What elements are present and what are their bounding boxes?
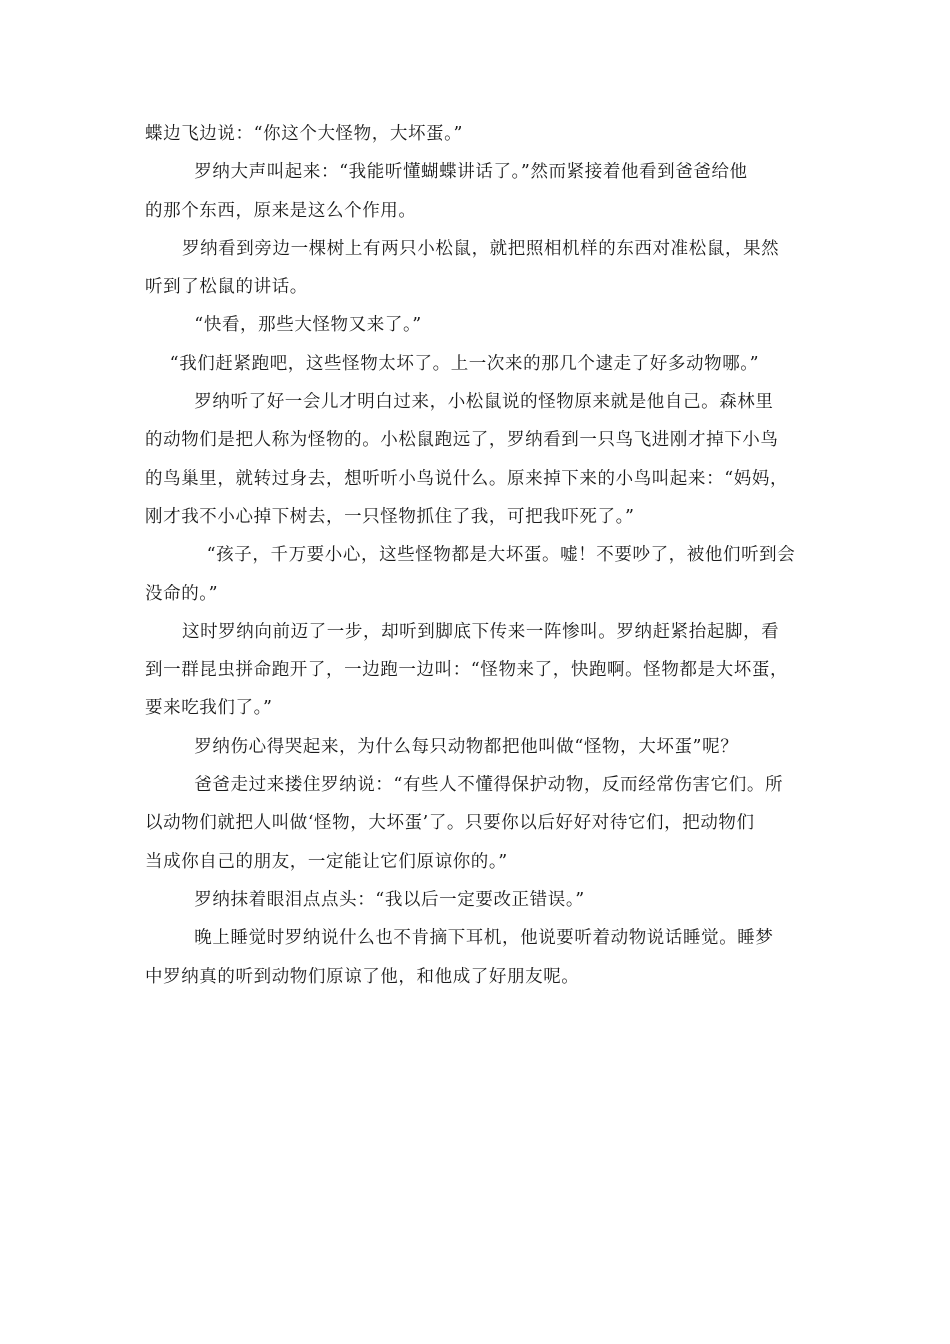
text-line: 刚才我不小心掉下树去，一只怪物抓住了我，可把我吓死了。” xyxy=(145,506,635,527)
text-line: 爸爸走过来搂住罗纳说：“有些人不懂得保护动物，反而经常伤害它们。所 xyxy=(145,775,784,796)
text-line: 晚上睡觉时罗纳说什么也不肯摘下耳机，他说要听着动物说话睡觉。睡梦 xyxy=(145,928,774,949)
text-line: 到一群昆虫拼命跑开了，一边跑一边叫：“怪物来了，快跑啊。怪物都是大坏蛋， xyxy=(145,660,789,681)
text-line: 的那个东西，原来是这么个作用。 xyxy=(145,200,417,221)
text-line: 以动物们就把人叫做‘怪物，大坏蛋’了。只要你以后好好对待它们，把动物们 xyxy=(145,813,755,834)
text-line: 要来吃我们了。” xyxy=(145,698,273,719)
text-line: 这时罗纳向前迈了一步，却听到脚底下传来一阵惨叫。罗纳赶紧抬起脚，看 xyxy=(145,621,780,642)
text-line: 当成你自己的朋友，一定能让它们原谅你的。” xyxy=(145,851,508,872)
story-text xyxy=(145,115,810,996)
text-line: “孩子，千万要小心，这些怪物都是大坏蛋。嘘！不要吵了，被他们听到会 xyxy=(145,545,796,566)
text-line: 听到了松鼠的讲话。 xyxy=(145,277,308,298)
text-line: 罗纳大声叫起来：“我能听懂蝴蝶讲话了。”然而紧接着他看到爸爸给他 xyxy=(145,162,748,183)
text-line: 罗纳伤心得哭起来，为什么每只动物都把他叫做“怪物，大坏蛋”呢？ xyxy=(145,736,739,757)
text-line: 蝶边飞边说：“你这个大怪物，大坏蛋。” xyxy=(145,124,464,144)
text-line: 罗纳抹着眼泪点点头：“我以后一定要改正错误。” xyxy=(145,889,585,910)
text-line: 的动物们是把人称为怪物的。小松鼠跑远了，罗纳看到一只鸟飞进刚才掉下小鸟 xyxy=(145,430,779,451)
text-line: 罗纳听了好一会儿才明白过来，小松鼠说的怪物原来就是他自己。森林里 xyxy=(145,392,774,413)
text-line: “我们赶紧跑吧，这些怪物太坏了。上一次来的那几个逮走了好多动物哪。” xyxy=(145,353,760,374)
text-line: 没命的。” xyxy=(145,583,219,604)
text-line: 罗纳看到旁边一棵树上有两只小松鼠，就把照相机样的东西对准松鼠，果然 xyxy=(145,238,780,259)
text-line: “快看，那些大怪物又来了。” xyxy=(145,315,422,336)
text-line: 的鸟巢里，就转过身去，想听听小鸟说什么。原来掉下来的小鸟叫起来：“妈妈， xyxy=(145,468,789,489)
text-line: 中罗纳真的听到动物们原谅了他，和他成了好朋友呢。 xyxy=(145,966,580,987)
